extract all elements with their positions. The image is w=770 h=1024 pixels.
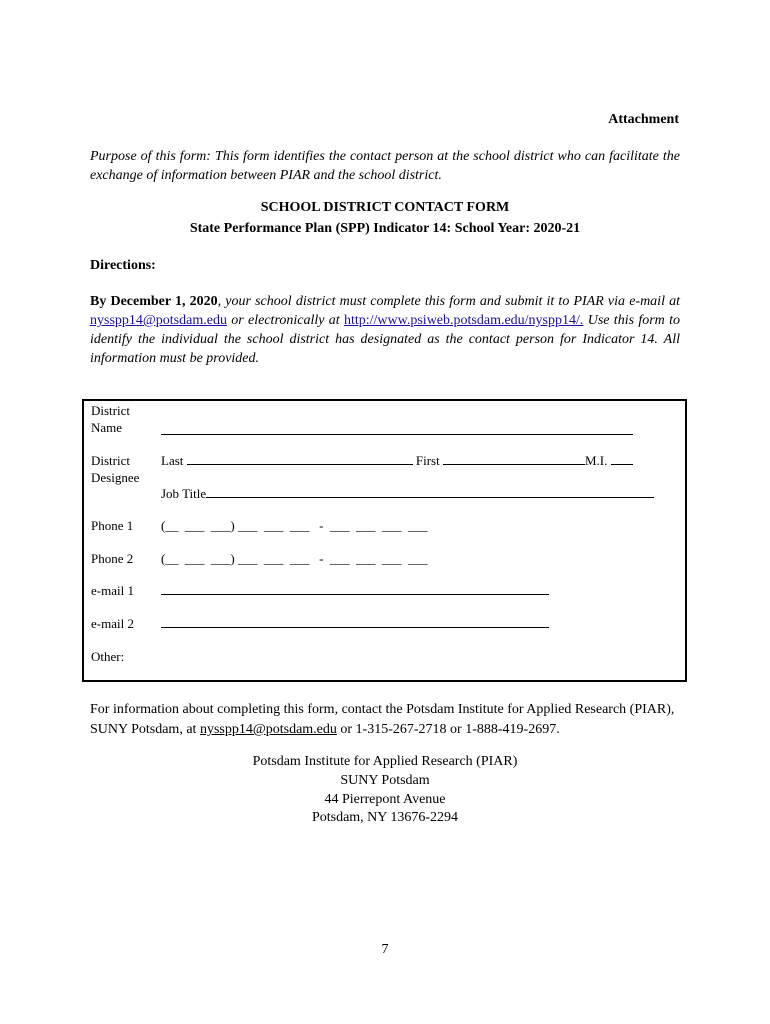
district-name-label: District Name [91, 403, 130, 435]
first-name-field[interactable] [443, 452, 585, 465]
job-title-label: Job Title [161, 486, 207, 501]
phone2-field[interactable]: (__ ___ ___) ___ ___ ___ - ___ ___ ___ ___ [161, 551, 428, 566]
first-name-label: First [415, 453, 440, 468]
address-line-2: SUNY Potsdam [340, 773, 430, 788]
directions-part-c: Use this form to identify the individual the school district has designated as the contact person for Indicator 14. All information must be provided. [90, 313, 680, 366]
contact-info-text: For information about completing this form, contact the Potsdam Institute for Applied Research (PIAR), SUNY Potsdam, at nysspp14@potsdam.edu or 1-315-267-2718 or 1-888-419-2697. [90, 702, 675, 737]
form-subtitle: State Performance Plan (SPP) Indicator 14: School Year: 2020-21 [189, 221, 581, 236]
directions-part-b: or electronically at [226, 313, 344, 328]
directions-text [90, 292, 680, 368]
last-name-field[interactable] [187, 452, 413, 465]
phone1-field[interactable]: (__ ___ ___) ___ ___ ___ - ___ ___ ___ ___ [161, 518, 428, 533]
phone2-label: Phone 2 [91, 551, 134, 566]
other-label: Other: [91, 649, 125, 664]
form-title: SCHOOL DISTRICT CONTACT FORM [260, 200, 510, 215]
contact-form-box [82, 399, 687, 682]
job-title-row [161, 485, 654, 502]
email2-label: e-mail 2 [91, 616, 134, 631]
middle-initial-label: M.I. [584, 453, 608, 468]
email2-field[interactable] [161, 615, 549, 628]
address-line-3: 44 Pierrepont Avenue [324, 792, 446, 807]
attachment-label: Attachment [608, 112, 679, 127]
address-line-1: Potsdam Institute for Applied Research (PIAR) [252, 754, 518, 769]
phone1-label: Phone 1 [91, 518, 134, 533]
address-line-4: Potsdam, NY 13676-2294 [311, 810, 459, 825]
email1-label: e-mail 1 [91, 583, 134, 598]
directions-part-a: , your school district must complete this form and submit it to PIAR via e-mail at [217, 294, 680, 309]
piar-email-link[interactable]: nysspp14@potsdam.edu [90, 313, 227, 328]
deadline-text: By December 1, 2020 [90, 294, 218, 309]
last-name-label: Last [161, 453, 184, 468]
email1-field[interactable] [161, 582, 549, 595]
job-title-field[interactable] [206, 485, 654, 498]
district-name-field[interactable] [161, 422, 633, 435]
purpose-text: Purpose of this form: This form identifies the contact person at the school district who can facilitate the exchange of information between PIAR and the school district. [90, 149, 680, 183]
piar-website-link[interactable]: http://www.psiweb.potsdam.edu/nyspp14/. [343, 313, 584, 328]
designee-name-row [161, 452, 633, 469]
directions-heading: Directions: [90, 258, 156, 273]
middle-initial-field[interactable] [611, 452, 633, 465]
contact-email-link[interactable]: nysspp14@potsdam.edu [199, 722, 337, 737]
district-designee-label: District Designee [91, 453, 140, 485]
page-number: 7 [381, 942, 389, 957]
